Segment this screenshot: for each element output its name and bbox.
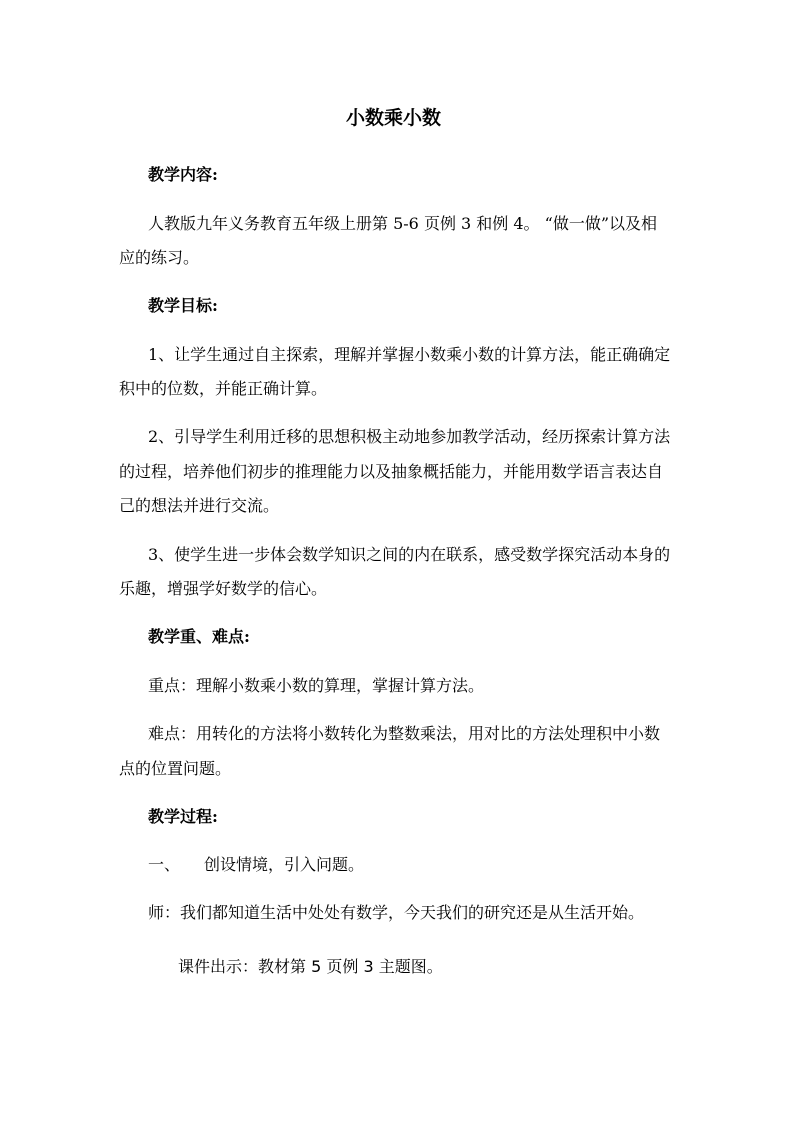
content-line-2: 应的练习。 — [119, 248, 200, 267]
step-1-text: 创设情境，引入问题。 — [204, 855, 365, 874]
goal-3-line-1: 3、使学生进一步体会数学知识之间的内在联系，感受数学探究活动本身的 — [148, 545, 671, 564]
goal-3-line-2: 乐趣，增强学好数学的信心。 — [119, 579, 328, 598]
step-1-number: 一、 — [148, 855, 181, 874]
goal-2-line-1: 2、引导学生利用迁移的思想积极主动地参加教学活动，经历探索计算方法 — [148, 427, 671, 446]
goal-1-line-1: 1、让学生通过自主探索，理解并掌握小数乘小数的计算方法，能正确确定 — [148, 345, 671, 364]
courseware-line: 课件出示：教材第 5 页例 3 主题图。 — [178, 957, 443, 976]
content-heading: 教学内容: — [148, 165, 218, 184]
goal-1-line-2: 积中的位数，并能正确计算。 — [119, 379, 328, 398]
key-point-text: 重点：理解小数乘小数的算理，掌握计算方法。 — [148, 676, 485, 695]
content-line-1: 人教版九年义务教育五年级上册第 5-6 页例 3 和例 4。 “做一做”以及相 — [148, 214, 658, 233]
process-heading: 教学过程: — [148, 807, 218, 826]
page-title: 小数乘小数 — [346, 107, 442, 129]
goal-2-line-3: 己的想法并进行交流。 — [119, 496, 280, 515]
key-points-heading: 教学重、难点: — [148, 627, 250, 646]
goal-2-line-2: 的过程，培养他们初步的推理能力以及抽象概括能力，并能用数学语言表达自 — [119, 462, 664, 481]
difficulty-line-1: 难点：用转化的方法将小数转化为整数乘法，用对比的方法处理积中小数 — [148, 724, 661, 743]
difficulty-line-2: 点的位置问题。 — [119, 759, 232, 778]
teacher-line: 师：我们都知道生活中处处有数学，今天我们的研究还是从生活开始。 — [148, 903, 645, 922]
goals-heading: 教学目标: — [148, 296, 218, 315]
